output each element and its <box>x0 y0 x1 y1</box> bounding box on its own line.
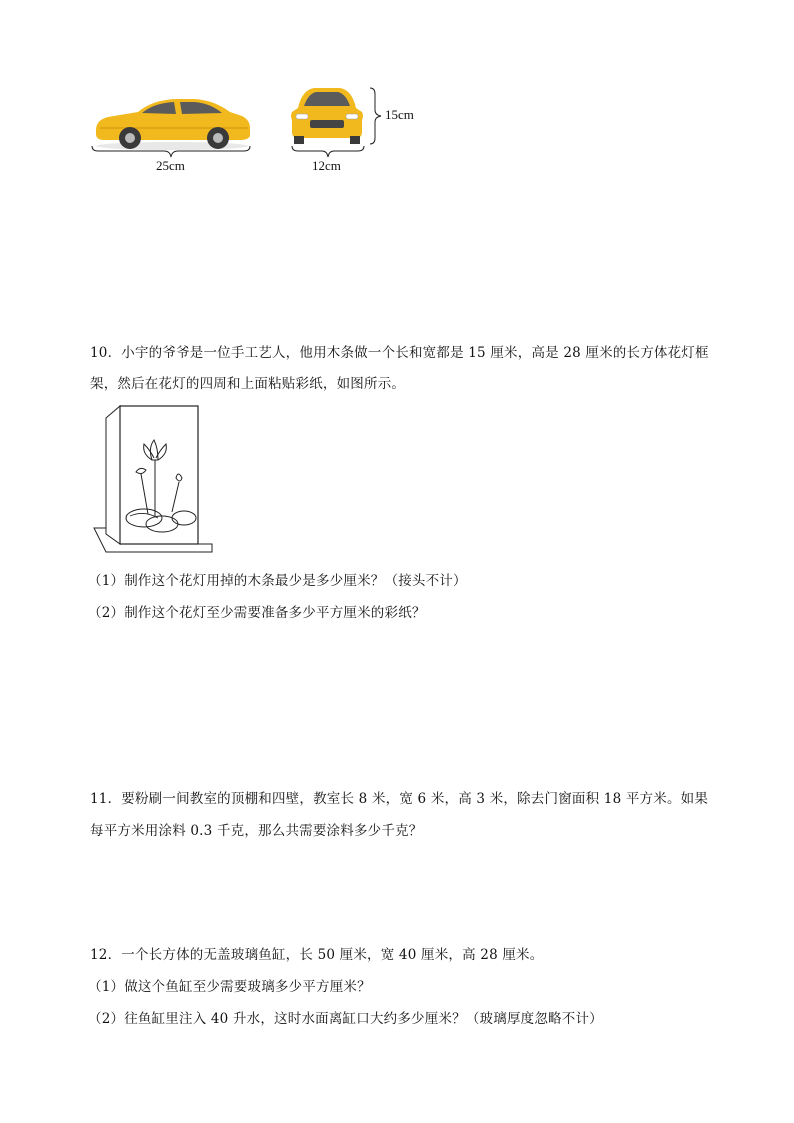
q11-line2: 每平方米用涂料 0.3 千克，那么共需要涂料多少千克？ <box>90 823 423 839</box>
side-length-bracket <box>90 144 252 158</box>
car-front-image <box>288 86 366 146</box>
front-width-label: 12cm <box>312 158 341 173</box>
q12-sub2: （2）往鱼缸里注入 40 升水，这时水面离缸口大约多少厘米？（玻璃厚度忽略不计） <box>88 1011 603 1027</box>
front-width-bracket <box>290 144 366 158</box>
q10-sub1: （1）制作这个花灯用掉的木条最少是多少厘米？（接头不计） <box>88 573 467 589</box>
side-length-label: 25cm <box>156 158 185 173</box>
q12-sub1: （1）做这个鱼缸至少需要玻璃多少平方厘米？ <box>88 979 371 995</box>
q11-line1: 11．要粉刷一间教室的顶棚和四壁，教室长 8 米，宽 6 米，高 3 米，除去门窗面积 18 平方米。如果 <box>90 791 709 807</box>
front-height-bracket <box>368 86 382 146</box>
q10-line2: 架，然后在花灯的四周和上面粘贴彩纸，如图所示。 <box>90 376 406 392</box>
q12-line1: 12．一个长方体的无盖玻璃鱼缸，长 50 厘米，宽 40 厘米，高 28 厘米。 <box>90 947 544 963</box>
lantern-image <box>92 404 214 554</box>
front-height-label: 15cm <box>385 107 414 122</box>
car-figure <box>90 86 430 181</box>
q10-line1: 10．小宇的爷爷是一位手工艺人，他用木条做一个长和宽都是 15 厘米，高是 28 厘米的长方体花灯框 <box>90 345 709 361</box>
q10-sub2: （2）制作这个花灯至少需要准备多少平方厘米的彩纸？ <box>88 605 426 621</box>
